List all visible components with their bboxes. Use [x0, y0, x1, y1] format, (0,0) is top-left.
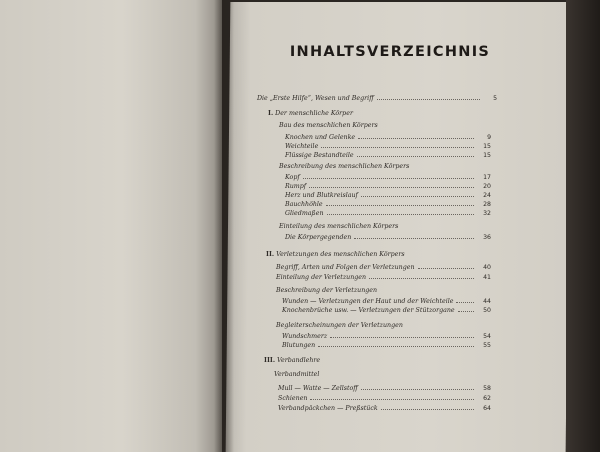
book-gutter [214, 0, 234, 452]
toc-entry [285, 150, 491, 159]
page-title: INHALTSVERZEICHNIS [289, 44, 491, 60]
toc-entry [282, 296, 491, 305]
section-heading [268, 109, 353, 118]
leader-dots [418, 262, 474, 269]
toc-entry [278, 403, 491, 412]
toc-entry-intro [257, 93, 497, 102]
toc-entry [285, 132, 491, 141]
section-heading [266, 250, 405, 259]
toc-entry [276, 272, 491, 281]
section-title: Verletzungen des menschlichen Körpers [276, 251, 405, 258]
toc-entry-label: Schienen [278, 395, 308, 402]
leader-dots [357, 150, 474, 157]
toc-entry [278, 383, 491, 392]
toc-entry-page: 64 [483, 405, 491, 412]
toc-entry-page: 36 [483, 234, 491, 241]
toc-entry [285, 190, 491, 199]
toc-entry-label: Weichteile [285, 143, 319, 150]
toc-entry-page: 15 [483, 143, 491, 150]
toc-entry [276, 262, 491, 271]
toc-entry-label: Flüssige Bestandteile [285, 152, 354, 159]
toc-entry-page: 54 [483, 333, 491, 340]
toc-entry-label: Bauchhöhle [285, 201, 323, 208]
section-number: II. [266, 251, 275, 258]
background-edge [566, 0, 600, 452]
toc-entry-page: 55 [483, 342, 491, 349]
toc-entry-page: 28 [483, 201, 491, 208]
toc-entry-label: Herz und Blutkreislauf [285, 192, 358, 199]
toc-entry-label: Die Körpergegenden [285, 234, 352, 241]
subsection-heading: Begleiterscheinungen der Verletzungen [276, 322, 403, 329]
toc-entry-page: 15 [483, 152, 491, 159]
leader-dots [358, 132, 474, 139]
toc-entry-page: 20 [483, 183, 491, 190]
toc-entry-label: Mull — Watte — Zellstoff [278, 385, 358, 392]
leader-dots [361, 383, 474, 390]
toc-entry-page: 32 [483, 210, 491, 217]
toc-entry-label: Gliedmaßen [285, 210, 324, 217]
leader-dots [377, 93, 480, 100]
subsection-heading: Verbandmittel [274, 371, 320, 378]
toc-entry-label: Kopf [285, 174, 300, 181]
toc-entry-page: 41 [483, 274, 491, 281]
section-title: Der menschliche Körper [275, 110, 353, 117]
toc-entry-page: 40 [483, 264, 491, 271]
toc-entry [282, 331, 491, 340]
toc-entry-label: Die „Erste Hilfe“, Wesen und Begriff [257, 95, 374, 102]
table-of-contents [250, 0, 550, 452]
toc-entry-label: Knochenbrüche usw. — Verletzungen der Stützorgane [282, 307, 455, 314]
leader-dots [369, 272, 474, 279]
toc-entry [285, 181, 491, 190]
toc-entry-label: Rumpf [285, 183, 307, 190]
toc-entry [285, 232, 491, 241]
toc-entry-label: Wunden — Verletzungen der Haut und der Weichteile [282, 298, 454, 305]
toc-entry-label: Begriff, Arten und Folgen der Verletzungen [276, 264, 415, 271]
toc-entry [282, 340, 491, 349]
toc-entry [285, 199, 491, 208]
subsection-heading: Bau des menschlichen Körpers [279, 122, 378, 129]
leader-dots [326, 199, 474, 206]
toc-entry [278, 393, 491, 402]
toc-entry-page: 58 [483, 385, 491, 392]
toc-entry-page: 9 [487, 134, 491, 141]
leader-dots [310, 393, 474, 400]
leader-dots [321, 141, 474, 148]
subsection-heading: Beschreibung der Verletzungen [276, 287, 378, 294]
toc-entry [285, 208, 491, 217]
leader-dots [303, 172, 474, 179]
section-heading [264, 356, 320, 365]
section-number: I. [268, 110, 274, 117]
toc-entry [282, 305, 491, 314]
toc-entry-label: Blutungen [282, 342, 316, 349]
left-page [0, 0, 222, 452]
leader-dots [327, 208, 474, 215]
leader-dots [330, 331, 474, 338]
leader-dots [456, 296, 474, 303]
leader-dots [309, 181, 474, 188]
section-number: III. [264, 357, 276, 364]
toc-entry-page: 62 [483, 395, 491, 402]
toc-entry-page: 44 [483, 298, 491, 305]
toc-entry-label: Wundschmerz [282, 333, 328, 340]
subsection-heading: Beschreibung des menschlichen Körpers [279, 163, 410, 170]
leader-dots [381, 403, 474, 410]
leader-dots [318, 340, 474, 347]
leader-dots [354, 232, 474, 239]
leader-dots [458, 305, 474, 312]
toc-entry-label: Knochen und Gelenke [285, 134, 356, 141]
toc-entry [285, 141, 491, 150]
toc-entry-page: 24 [483, 192, 491, 199]
toc-entry-page: 5 [493, 95, 497, 102]
subsection-heading: Einteilung des menschlichen Körpers [279, 223, 399, 230]
toc-entry-label: Einteilung der Verletzungen [276, 274, 367, 281]
toc-entry-label: Verbandpäckchen — Preßstück [278, 405, 378, 412]
section-title: Verbandlehre [277, 357, 321, 364]
toc-entry [285, 172, 491, 181]
toc-entry-page: 50 [483, 307, 491, 314]
leader-dots [361, 190, 474, 197]
toc-entry-page: 17 [483, 174, 491, 181]
